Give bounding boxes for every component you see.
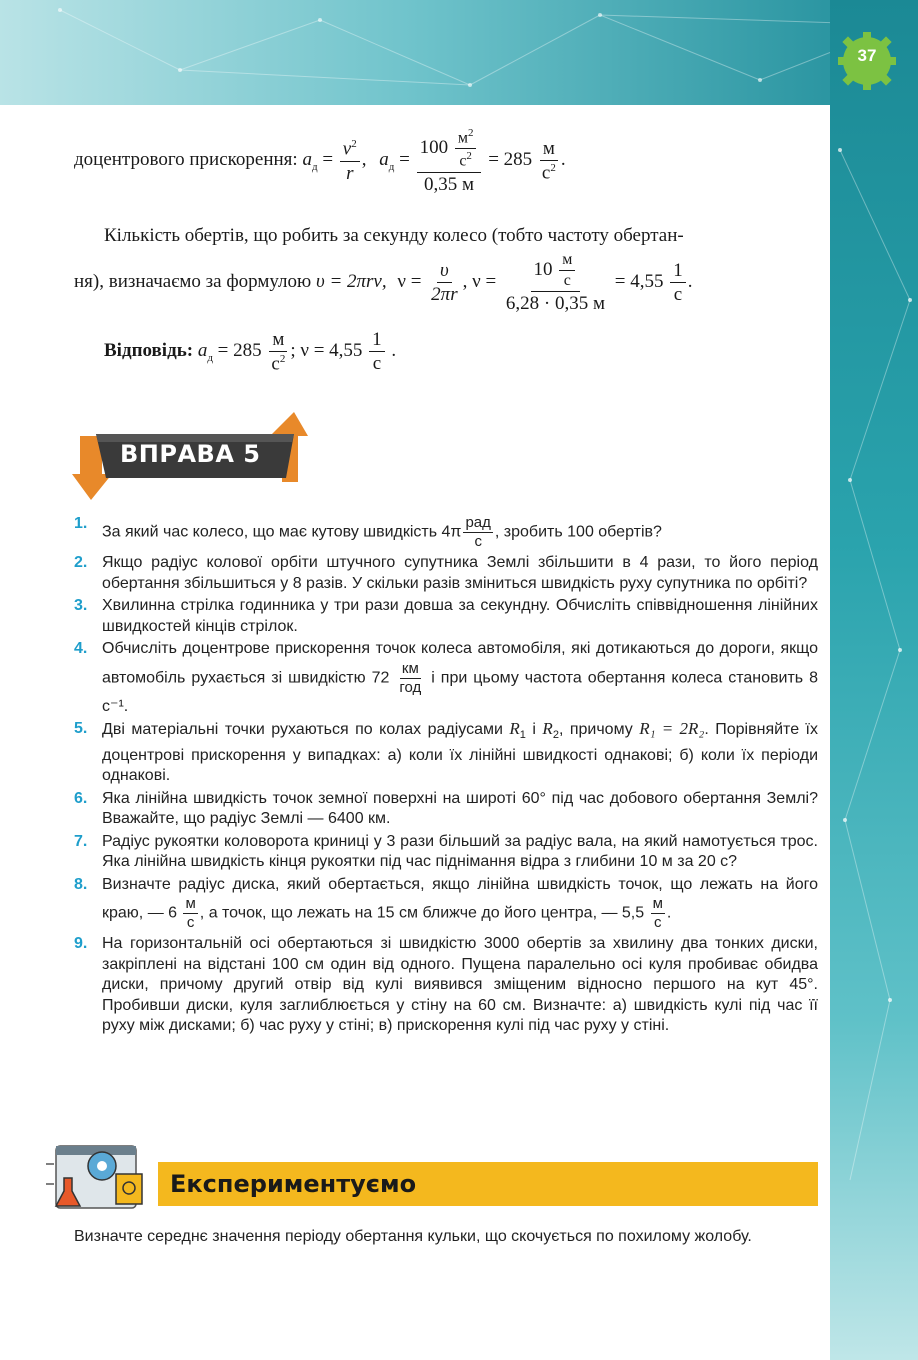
var-nu-2: ν — [472, 270, 481, 292]
frac-den: с — [186, 914, 195, 932]
fraction-numeric — [417, 128, 482, 194]
item-text-post: і при цьому частота обертання колеса становить 8 с⁻¹. — [102, 669, 819, 715]
sup-2d: 2 — [550, 162, 556, 175]
item-text: На горизонтальній осі обертаються зі швидкістю 3000 обертів за хвилину два тонких диски, закріплені на відстані 100 см один від одного. Пущена паралельно осі куля пробиває обидва диски, причому другий отвір від кулі виявився зміщеним відносно першого на кут 45°. Пробивши диски, куля заглиблюється у стіну на 60 см. Визначте: а) швидкість кулі під час її руху між дисками; б) час руху у стіні; в) прискорення кулі під час руху у стіні. — [102, 935, 818, 1035]
header-band — [0, 0, 918, 105]
period: . — [560, 149, 566, 171]
num-upsilon: υ — [437, 261, 452, 283]
exercise-item-2 — [74, 553, 818, 594]
answer-label: Відповідь: — [104, 340, 194, 362]
den-628: 6,28 · 0,35 — [505, 293, 589, 314]
frac-num: рад — [465, 514, 491, 531]
sub-d-3: д — [207, 351, 213, 364]
unit-m-2: м — [461, 173, 475, 195]
unit-c: с — [459, 152, 467, 170]
unit-m: м — [457, 129, 468, 147]
frac-num: км — [401, 659, 419, 677]
formula-lead: доцентрового прискорення: — [74, 149, 298, 171]
answer-line — [104, 330, 396, 373]
item-text: Обчисліть доцентрове прискорення точок колеса автомобіля, які дотикаються до дороги, якщо автомобіль рухається зі швидкістю 72 — [102, 640, 818, 687]
eq-sign: = — [322, 149, 334, 171]
unit-fraction-m-c2 — [539, 139, 559, 182]
inner-frac-m-c2 — [455, 128, 477, 170]
exercise-title: ВПРАВА 5 — [120, 440, 261, 468]
unit-c-2: с — [541, 162, 551, 184]
sup-2e: 2 — [279, 353, 286, 365]
sup-2c: 2 — [466, 150, 472, 163]
experiment-title: Експериментуємо — [170, 1170, 417, 1198]
fraction-numeric-nu — [503, 252, 608, 313]
side-network-decoration — [830, 0, 918, 1360]
frac-km-h — [397, 660, 423, 697]
network-decoration — [0, 0, 918, 105]
frequency-lead: ня), визначаємо за формулою — [74, 270, 312, 292]
inner-frac-m-c — [559, 252, 575, 289]
centripetal-formula — [74, 128, 566, 194]
exercise-item-7 — [74, 832, 818, 873]
item-text-mid: , а точок, що лежать на 15 см ближче до його центра, — 5,5 — [199, 904, 645, 922]
exercise-item-1 — [74, 514, 818, 551]
var-r2: R — [542, 719, 553, 738]
item-text: Хвилинна стрілка годинника у три рази довша за секундну. Обчисліть співвідношення лінійних швидкостей кінців стрілок. — [102, 597, 818, 635]
answer-unit-1-c — [369, 330, 385, 373]
period-3: . — [391, 340, 397, 362]
answer-a-value: = 285 — [217, 340, 262, 362]
item-number: 5. — [74, 720, 88, 737]
num-10: 10 — [533, 258, 553, 280]
equation-r1-2r2: R₁ = 2R₂ — [639, 719, 705, 738]
fraction-v-2pir — [428, 261, 460, 304]
semicolon: ; — [290, 340, 296, 362]
unit-m-5: м — [592, 293, 606, 314]
exercise-item-9 — [74, 934, 818, 1037]
experiment-lab-icon — [44, 1136, 162, 1216]
unit-m-6: м — [269, 330, 287, 352]
frac-den: с — [654, 914, 662, 932]
unit-m-3: м — [540, 139, 558, 161]
num-1: 1 — [670, 261, 686, 283]
var-a-3: a — [197, 340, 208, 362]
item-text: Визначте радіус диска, який обертається, якщо лінійна швидкість точок, що лежать на його краю, — 6 — [102, 875, 818, 922]
num-100: 100 — [419, 137, 449, 159]
unit-c-6: с — [372, 353, 382, 375]
unit-fraction-1-c — [670, 261, 686, 304]
item-number: 7. — [74, 832, 88, 850]
item-text-post: . Порівняйте їх доцентрові прискорення у випадках: а) коли їх лінійні швидкості однакові; б) коли їх періоди однакові. — [102, 721, 818, 785]
formula-v-2pirnu: υ = 2πrν, — [315, 270, 387, 292]
item-number: 4. — [74, 640, 88, 657]
sub-2: 2 — [552, 729, 559, 742]
item-text-post: , зробить 100 обертів? — [494, 523, 662, 541]
sub-d-2: д — [388, 160, 395, 173]
var-a-2: a — [379, 149, 389, 171]
item-text-post: . — [666, 904, 672, 922]
unit-c-5: с — [271, 353, 280, 375]
item-number: 8. — [74, 875, 88, 893]
page-number: 37 — [857, 46, 877, 65]
item-number: 6. — [74, 789, 88, 807]
eq-sign-3: = — [410, 270, 422, 292]
item-number: 1. — [74, 515, 88, 532]
answer-nu-value: ν = 4,55 — [300, 340, 363, 362]
side-band — [830, 0, 918, 1360]
exercise-item-8 — [74, 875, 818, 933]
answer-unit-m-c2 — [268, 330, 288, 373]
sup-2: 2 — [351, 138, 357, 151]
exercise-item-3 — [74, 596, 818, 637]
experiment-text: Визначте середнє значення періоду обертання кульки, що скочується по похилому жолобу. — [74, 1228, 752, 1245]
item-text: Яка лінійна швидкість точок земної поверхні на широті 60° під час добового обертання Землі? Вважайте, що радіус Землі — 6400 км. — [102, 789, 818, 828]
comma-2: , — [462, 270, 468, 292]
exercise-item-4 — [74, 639, 818, 717]
frac-rad-s — [463, 514, 492, 551]
num-1-b: 1 — [369, 330, 385, 352]
item-text: Радіус рукоятки коловорота криниці у 3 рази більший за радіус вала, на який намотується трос. Яка лінійна швидкість кінця рукоятки під час піднімання відра з глибини 10 м за 20 с? — [102, 832, 818, 871]
frequency-formula-line — [74, 252, 692, 313]
sub-d: д — [311, 160, 318, 173]
eq-sign-2: = — [399, 149, 410, 171]
item-number: 3. — [74, 597, 88, 614]
den-035: 0,35 — [423, 173, 458, 195]
frac-num: м — [652, 895, 663, 913]
period-2: . — [687, 270, 693, 292]
frac-den: год — [399, 678, 422, 696]
item-text: Якщо радіус колової орбіти штучного супутника Землі збільшити в 4 рази, то його період обертання збільшиться у 8 разів. У скільки разів зміниться швидкість руху супутника по орбіті? — [102, 554, 818, 592]
unit-c-4: с — [673, 284, 683, 305]
exercise-item-5 — [74, 719, 818, 787]
item-text: Дві матеріальні точки рухаються по колах радіусами — [102, 721, 503, 738]
item-number: 2. — [74, 554, 88, 571]
eq-sign-4: = — [485, 270, 497, 292]
num-v: v — [342, 138, 352, 160]
item-number: 9. — [74, 935, 88, 953]
unit-m-4: м — [559, 252, 575, 271]
result-455: = 4,55 — [614, 270, 664, 292]
comma: , — [361, 149, 367, 171]
item-text-mid: , причому — [558, 721, 633, 738]
frequency-intro-line: Кількість обертів, що робить за секунду колесо (тобто частоту обертан- — [104, 225, 684, 246]
frac-num: м — [185, 895, 196, 913]
result-285: = 285 — [488, 149, 533, 171]
var-r1: R — [509, 719, 520, 738]
word-and: і — [532, 721, 536, 738]
item-text: За який час колесо, що має кутову швидкість 4π — [102, 523, 462, 541]
den-2pir: 2πr — [431, 284, 458, 305]
den-r: r — [346, 162, 354, 184]
exercise-item-6 — [74, 789, 818, 830]
fraction-v2-r — [340, 139, 360, 182]
unit-c-3: с — [563, 272, 571, 289]
sub-1: 1 — [519, 729, 526, 742]
exercise-list — [74, 514, 818, 1039]
frac-m-s-2 — [651, 895, 665, 932]
frac-den: с — [474, 533, 482, 550]
var-nu: ν — [397, 270, 406, 292]
var-a: a — [302, 149, 312, 171]
sup-2b: 2 — [467, 127, 474, 139]
frac-m-s — [183, 895, 197, 932]
